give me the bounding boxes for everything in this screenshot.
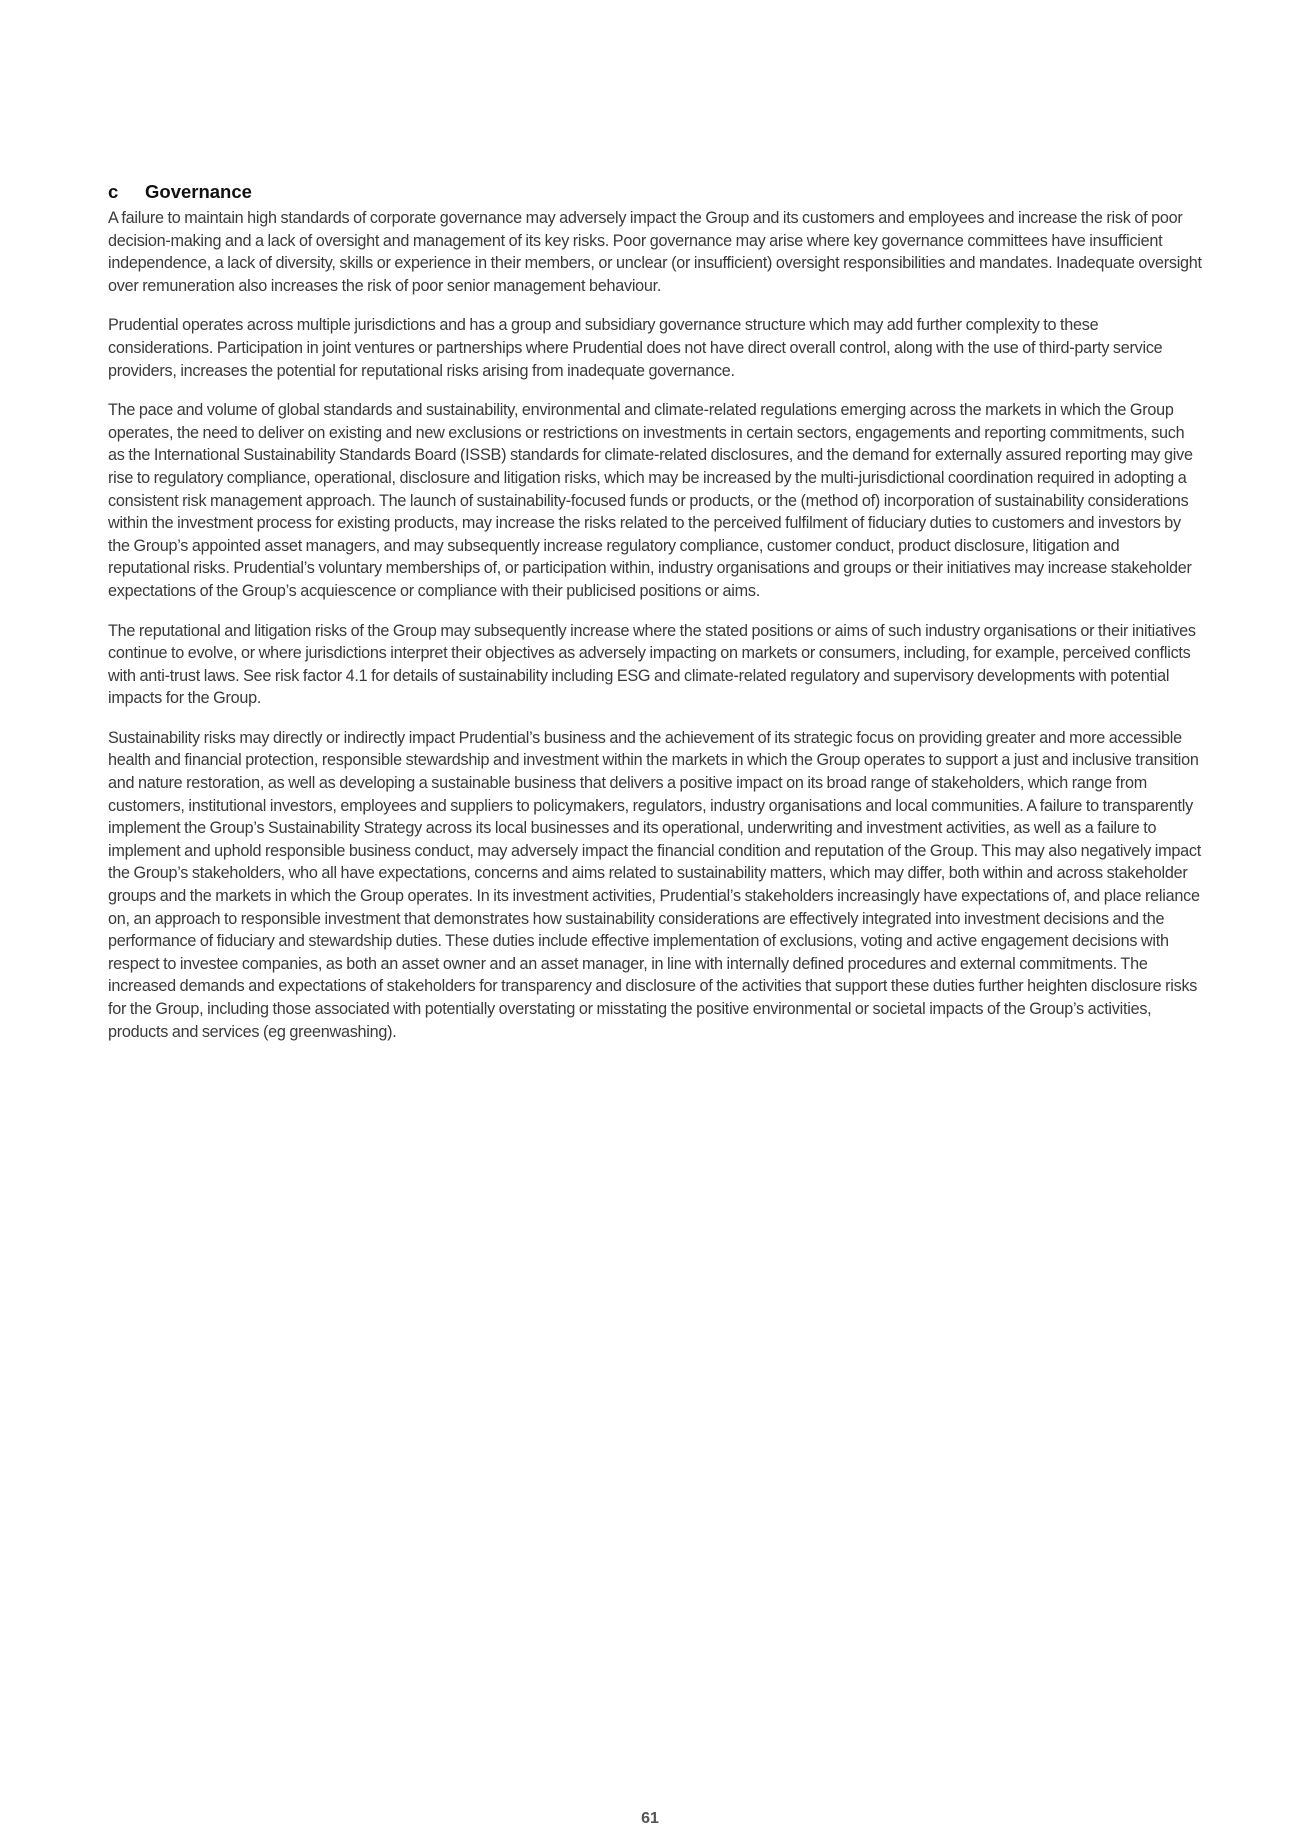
paragraph-jurisdictions: Prudential operates across multiple jurisdictions and has a group and subsidiary governance structure which may add further complexity to these considerations. Participation in joint ventures or partnerships where Prudential does not have direct overall control, along with the use of third-party service providers, increases the potential for reputational risks arising from inadequate governance. (108, 316, 1163, 380)
section-heading (108, 180, 1203, 204)
page-content (108, 180, 1203, 1060)
paragraph-reputational-litigation: The reputational and litigation risks of the Group may subsequently increase where the stated positions or aims of such industry organisations or their initiatives continue to evolve, or where jurisdictions interpret their objectives as adversely impacting on markets or consumers, including, for example, perceived conflicts with anti-trust laws. See risk factor 4.1 for details of sustainability including ESG and climate-related regulatory and supervisory developments with potential impacts for the Group. (108, 621, 1196, 708)
page-number: 61 (641, 1810, 659, 1827)
paragraph-sustainability-risks: Sustainability risks may directly or indirectly impact Prudential’s business and the achievement of its strategic focus on providing greater and more accessible health and financial protection, responsible stewardship and investment within the markets in which the Group operates to support a just and inclusive transition and nature restoration, as well as developing a sustainable business that delivers a positive impact on its broad range of stakeholders, which range from customers, institutional investors, employees and suppliers to policymakers, regulators, industry organisations and local communities. A failure to transparently implement the Group’s Sustainability Strategy across its local businesses and its operational, underwriting and investment activities, as well as a failure to implement and uphold responsible business conduct, may adversely impact the financial condition and reputation of the Group. This may also negatively impact the Group’s stakeholders, who all have expectations, concerns and aims related to sustainability matters, which may differ, both within and across stakeholder groups and the markets in which the Group operates. In its investment activities, Prudential’s stakeholders increasingly have expectations of, and place reliance on, an approach to responsible investment that demonstrates how sustainability considerations are effectively integrated into investment decisions and the performance of fiduciary and stewardship duties. These duties include effective implementation of exclusions, voting and active engagement decisions with respect to investee companies, as both an asset owner and an asset manager, in line with internally defined procedures and external commitments. The increased demands and expectations of stakeholders for transparency and disclosure of the activities that support these duties further heighten disclosure risks for the Group, including those associated with potentially overstating or misstating the positive environmental or societal impacts of the Group’s activities, products and services (eg greenwashing). (108, 728, 1201, 1041)
paragraph-sustainability-regulations: The pace and volume of global standards and sustainability, environmental and climate-related regulations emerging across the markets in which the Group operates, the need to deliver on existing and new exclusions or restrictions on investments in certain sectors, engagements and reporting commitments, such as the International Sustainability Standards Board (ISSB) standards for climate-related disclosures, and the demand for externally assured reporting may give rise to regulatory compliance, operational, disclosure and litigation risks, which may be increased by the multi-jurisdictional coordination required in adopting a consistent risk management approach. The launch of sustainability-focused funds or products, or the (method of) incorporation of sustainability considerations within the investment process for existing products, may increase the risks related to the perceived fulfilment of fiduciary duties to customers and investors by the Group’s appointed asset managers, and may subsequently increase regulatory compliance, customer conduct, product disclosure, litigation and reputational risks. Prudential’s voluntary memberships of, or participation within, industry organisations and groups or their initiatives may increase stakeholder expectations of the Group’s acquiescence or compliance with their publicised positions or aims. (108, 401, 1193, 600)
section-title: Governance (145, 181, 252, 202)
paragraph-governance-failure: A failure to maintain high standards of corporate governance may adversely impact the Group and its customers and employees and increase the risk of poor decision-making and a lack of oversight and management of its key risks. Poor governance may arise where key governance committees have insufficient independence, a lack of diversity, skills or experience in their members, or unclear (or insufficient) oversight responsibilities and mandates. Inadequate oversight over remuneration also increases the risk of poor senior management behaviour. (108, 209, 1202, 295)
section-letter: c (108, 181, 119, 202)
